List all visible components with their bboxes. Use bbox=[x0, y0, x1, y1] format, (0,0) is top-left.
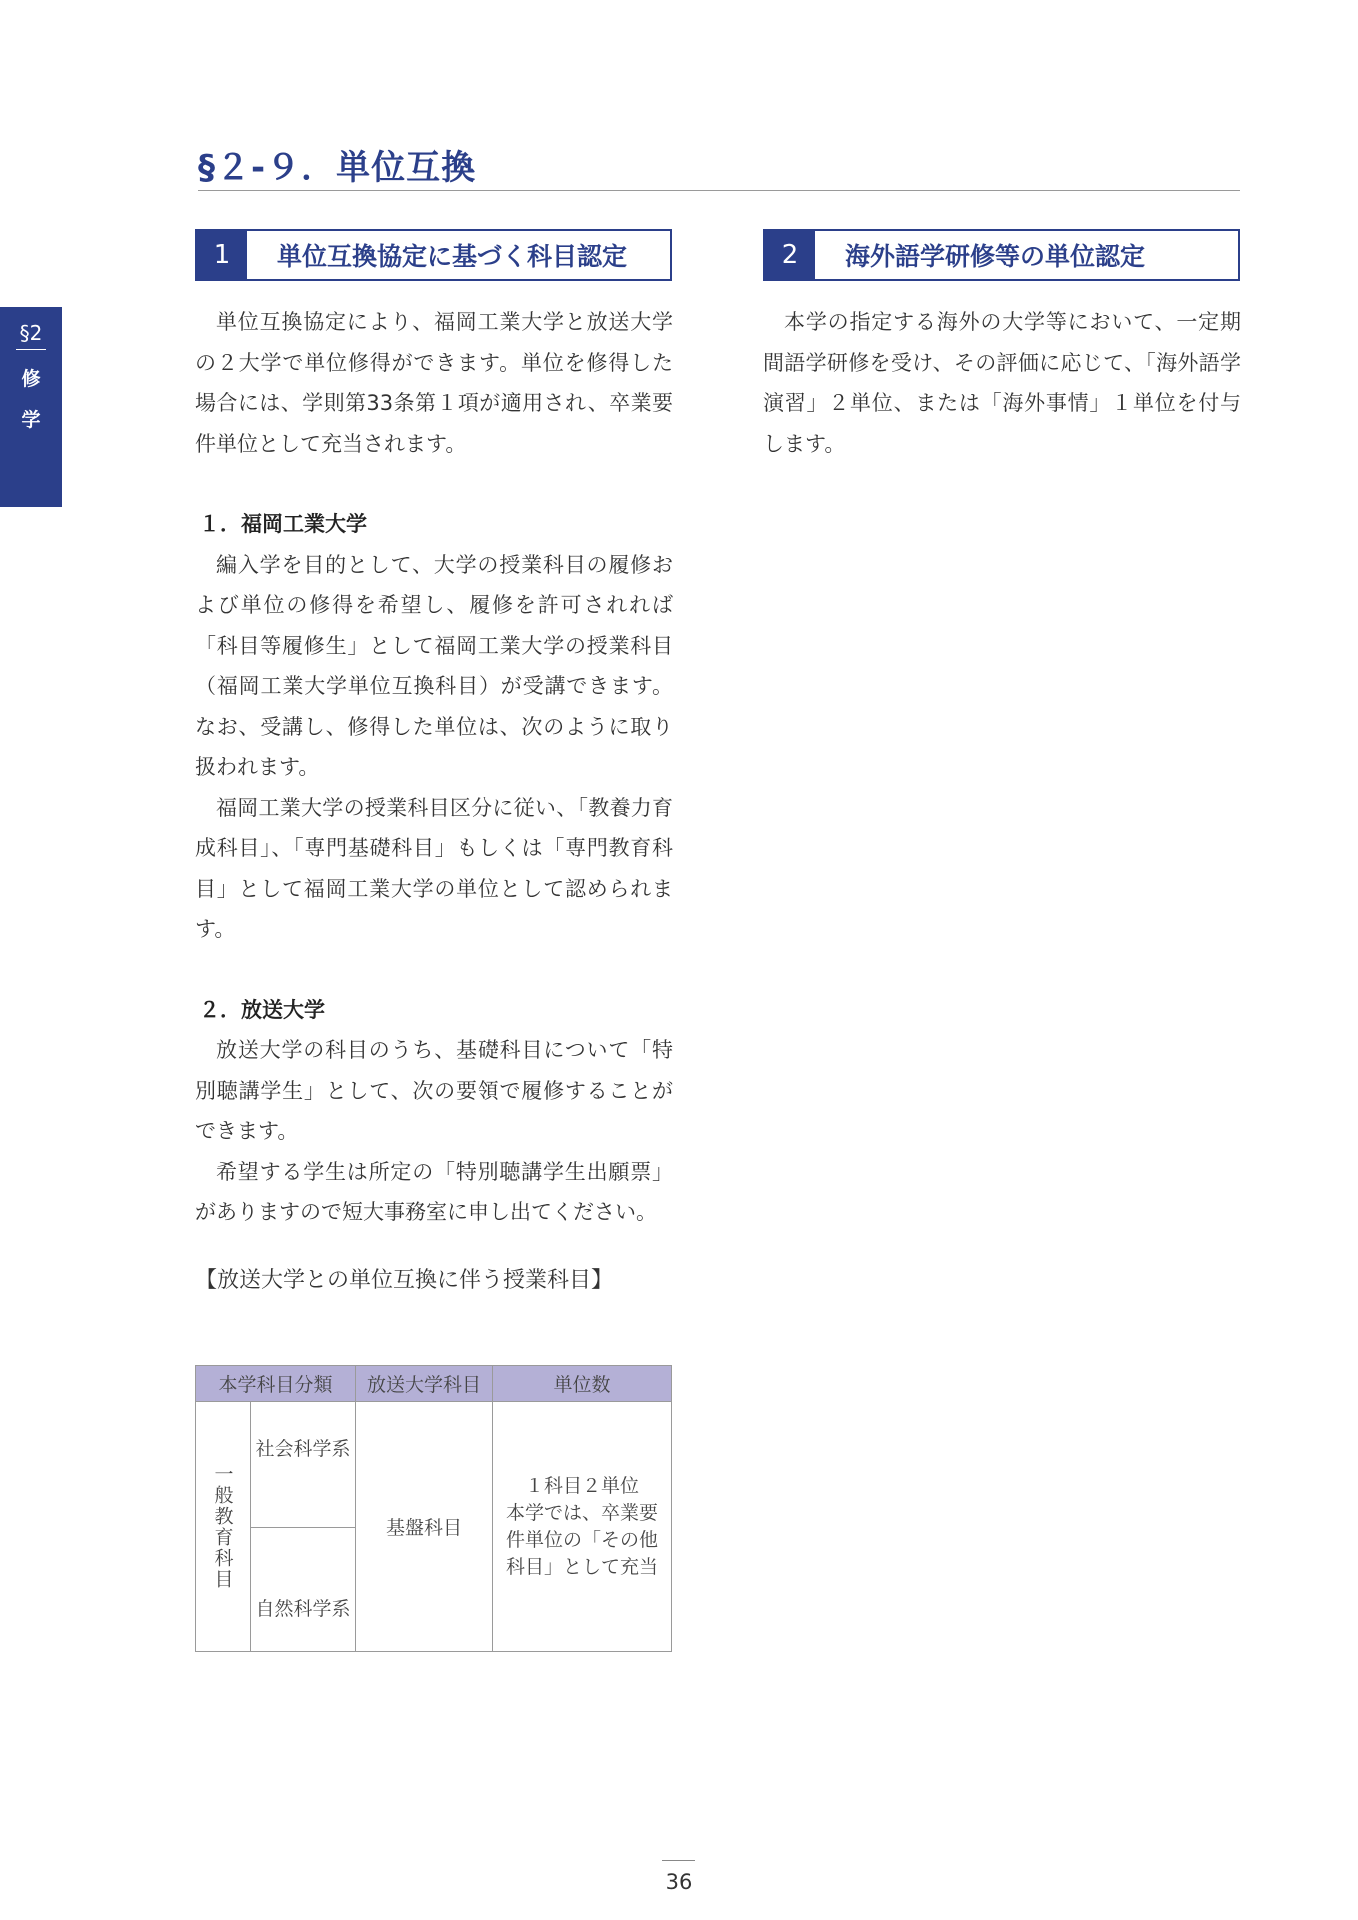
left-heading-title: 単位互換協定に基づく科目認定 bbox=[277, 242, 628, 271]
units-line-4: 科目」として充当 bbox=[505, 1555, 658, 1578]
left-column bbox=[195, 302, 673, 1301]
table-caption: 【放送大学との単位互換に伴う授業科目】 bbox=[195, 1267, 614, 1293]
table-header-course: 放送大学科目 bbox=[356, 1366, 493, 1402]
right-column bbox=[763, 302, 1241, 464]
subsection-title-fit: １．福岡工業大学 bbox=[199, 512, 367, 536]
intro-paragraph: 単位互換協定により、福岡工業大学と放送大学の２大学で単位修得ができます。単位を修得した場合には、学則第33条第１項が適用され、卒業要件単位として充当されます。 bbox=[195, 310, 673, 456]
side-tab-section: §2 bbox=[16, 321, 46, 350]
credit-transfer-table bbox=[195, 1365, 672, 1652]
fit-paragraph-1: 編入学を目的として、大学の授業科目の履修および単位の修得を希望し、履修を許可されれば「科目等履修生」として福岡工業大学の授業科目（福岡工業大学単位互換科目）が受講できます。なお、受講し、修得した単位は、次のように取り扱われます。 bbox=[195, 552, 673, 779]
table-header-row bbox=[196, 1366, 672, 1402]
study-abroad-paragraph: 本学の指定する海外の大学等において、一定期間語学研修を受け、その評価に応じて、「海外語学演習」２単位、または「海外事情」１単位を付与します。 bbox=[763, 310, 1241, 456]
subsection-title-ouj: ２．放送大学 bbox=[199, 997, 325, 1022]
table-cell-course: 基盤科目 bbox=[356, 1402, 493, 1652]
right-heading-title: 海外語学研修等の単位認定 bbox=[845, 242, 1146, 271]
table-header-category: 本学科目分類 bbox=[196, 1366, 356, 1402]
left-section-heading bbox=[195, 229, 672, 281]
units-line-2: 本学では、卒業要 bbox=[505, 1501, 658, 1524]
table-header-units: 単位数 bbox=[493, 1366, 672, 1402]
table-cell-social-science: 社会科学系 bbox=[251, 1402, 356, 1528]
units-line-3: 件単位の「その他 bbox=[505, 1528, 658, 1551]
side-tab-char-2: 学 bbox=[21, 409, 41, 431]
fit-paragraph-2: 福岡工業大学の授業科目区分に従い、「教養力育成科目」、「専門基礎科目」もしくは「専門教育科目」として福岡工業大学の単位として認められます。 bbox=[195, 795, 673, 941]
table-group-label: 一般教育科目 bbox=[196, 1402, 251, 1652]
table-cell-units bbox=[493, 1402, 672, 1652]
ouj-paragraph-2: 希望する学生は所定の「特別聴講学生出願票」がありますので短大事務室に申し出てください。 bbox=[195, 1159, 673, 1224]
right-section-heading bbox=[763, 229, 1240, 281]
left-heading-number: 1 bbox=[197, 231, 247, 279]
right-heading-number: 2 bbox=[765, 231, 815, 279]
footer-divider bbox=[662, 1860, 695, 1861]
table-cell-natural-science: 自然科学系 bbox=[251, 1528, 356, 1652]
ouj-paragraph-1: 放送大学の科目のうち、基礎科目について「特別聴講学生」として、次の要領で履修することができます。 bbox=[195, 1038, 673, 1143]
side-tab-char-1: 修 bbox=[21, 368, 41, 390]
table-row bbox=[196, 1402, 672, 1528]
units-line-1: １科目２単位 bbox=[524, 1474, 639, 1497]
section-side-tab bbox=[0, 307, 62, 507]
page-title: §２-９．単位互換 bbox=[198, 140, 1240, 191]
page-number: 36 bbox=[665, 1870, 693, 1894]
